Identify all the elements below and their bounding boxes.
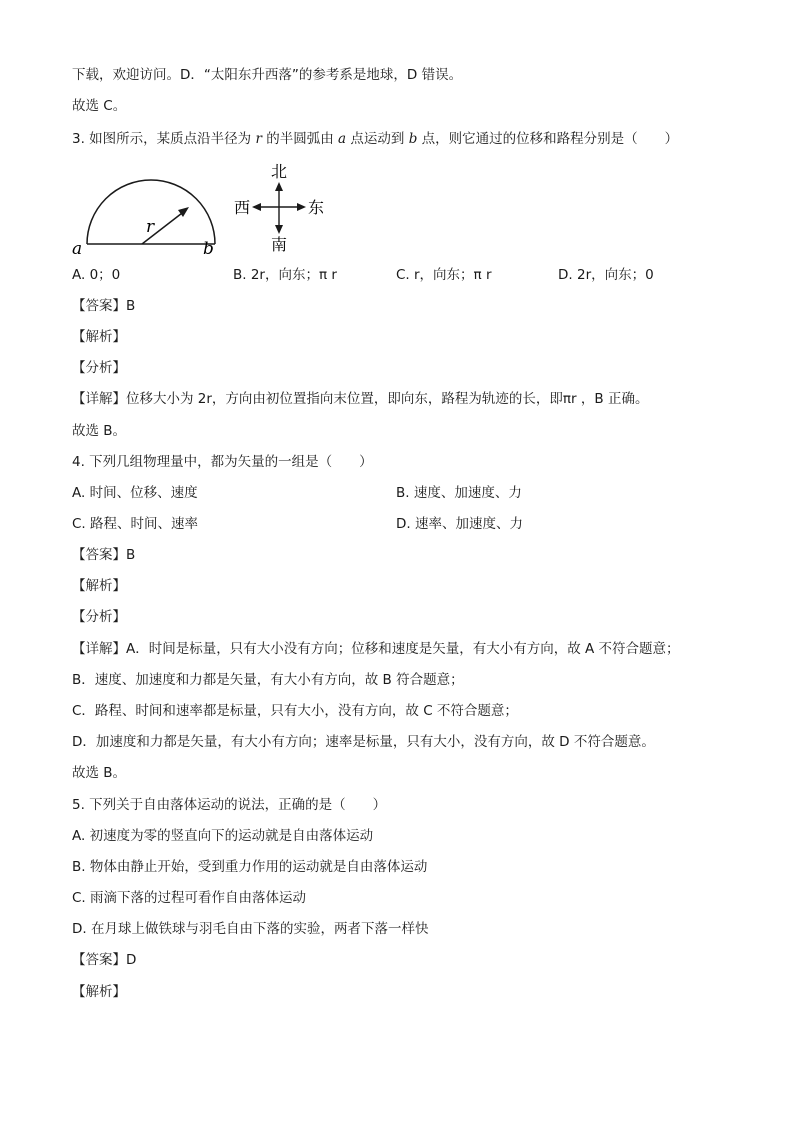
analysis-tag: 【解析】: [72, 578, 126, 594]
var-b: b: [408, 131, 418, 147]
q4-option-a: A. 时间、位移、速度: [72, 485, 198, 501]
text-line: 故选 C。: [72, 98, 127, 114]
conclusion-text: 故选 B。: [72, 423, 127, 439]
detail-text: 【详解】位移大小为 2r，方向由初位置指向末位置，即向东，路程为轨迹的长，即πr ，B 正确。: [72, 391, 649, 407]
north-label: 北: [271, 162, 288, 181]
analysis-tag: 【解析】: [72, 984, 126, 1000]
north-arrowhead: [275, 182, 283, 191]
west-arrowhead: [252, 203, 261, 211]
compass-icon: [230, 158, 340, 258]
q4-option-c: C. 路程、时间、速率: [72, 516, 199, 532]
stem-text: 点，则它通过的位移和路程分别是（ ）: [417, 131, 679, 147]
label-a: a: [72, 239, 83, 259]
q4-option-d: D. 速率、加速度、力: [396, 516, 523, 532]
east-arrowhead: [297, 203, 306, 211]
question-4-stem: 4. 下列几组物理量中，都为矢量的一组是（ ）: [72, 454, 373, 470]
reasoning-tag: 【分析】: [72, 360, 126, 376]
q3-option-d: D. 2r，向东；0: [558, 267, 654, 283]
label-b: b: [203, 239, 214, 259]
answer-tag: 【答案】B: [72, 547, 136, 563]
answer-tag: 【答案】B: [72, 298, 136, 314]
detail-text: 【详解】A．时间是标量，只有大小没有方向；位移和速度是矢量，有大小有方向，故 A 不符合题意；: [72, 641, 680, 657]
east-label: 东: [308, 198, 325, 217]
var-a: a: [338, 131, 347, 147]
detail-text: C．路程、时间和速率都是标量，只有大小，没有方向，故 C 不符合题意；: [72, 703, 518, 719]
analysis-tag: 【解析】: [72, 329, 126, 345]
reasoning-tag: 【分析】: [72, 609, 126, 625]
question-3-stem: [72, 130, 678, 148]
south-label: 南: [271, 235, 288, 254]
q3-option-b: B. 2r，向东；π r: [233, 267, 337, 283]
q5-option-b: B. 物体由静止开始，受到重力作用的运动就是自由落体运动: [72, 859, 428, 875]
answer-tag: 【答案】D: [72, 952, 137, 968]
detail-text: B．速度、加速度和力都是矢量，有大小有方向，故 B 符合题意；: [72, 672, 464, 688]
stem-text: 的半圆弧由: [261, 131, 339, 147]
south-arrowhead: [275, 225, 283, 234]
west-label: 西: [234, 198, 251, 217]
question-5-stem: 5. 下列关于自由落体运动的说法，正确的是（ ）: [72, 797, 387, 813]
q3-option-a: A. 0；0: [72, 267, 121, 283]
q5-option-a: A. 初速度为零的竖直向下的运动就是自由落体运动: [72, 828, 374, 844]
label-r: r: [146, 217, 155, 237]
q5-option-c: C. 雨滴下落的过程可看作自由落体运动: [72, 890, 307, 906]
conclusion-text: 故选 B。: [72, 765, 127, 781]
detail-text: D．加速度和力都是矢量，有大小有方向；速率是标量，只有大小，没有方向，故 D 不符合题意。: [72, 734, 655, 750]
stem-text: 3. 如图所示，某质点沿半径为: [72, 131, 256, 147]
var-r: r: [255, 131, 262, 147]
q4-option-b: B. 速度、加速度、力: [396, 485, 522, 501]
stem-text: 点运动到: [346, 131, 409, 147]
q3-option-c: C. r，向东；π r: [396, 267, 492, 283]
text-line: 下载，欢迎访问。D．“太阳东升西落”的参考系是地球，D 错误。: [72, 67, 463, 83]
q5-option-d: D. 在月球上做铁球与羽毛自由下落的实验，两者下落一样快: [72, 921, 429, 937]
